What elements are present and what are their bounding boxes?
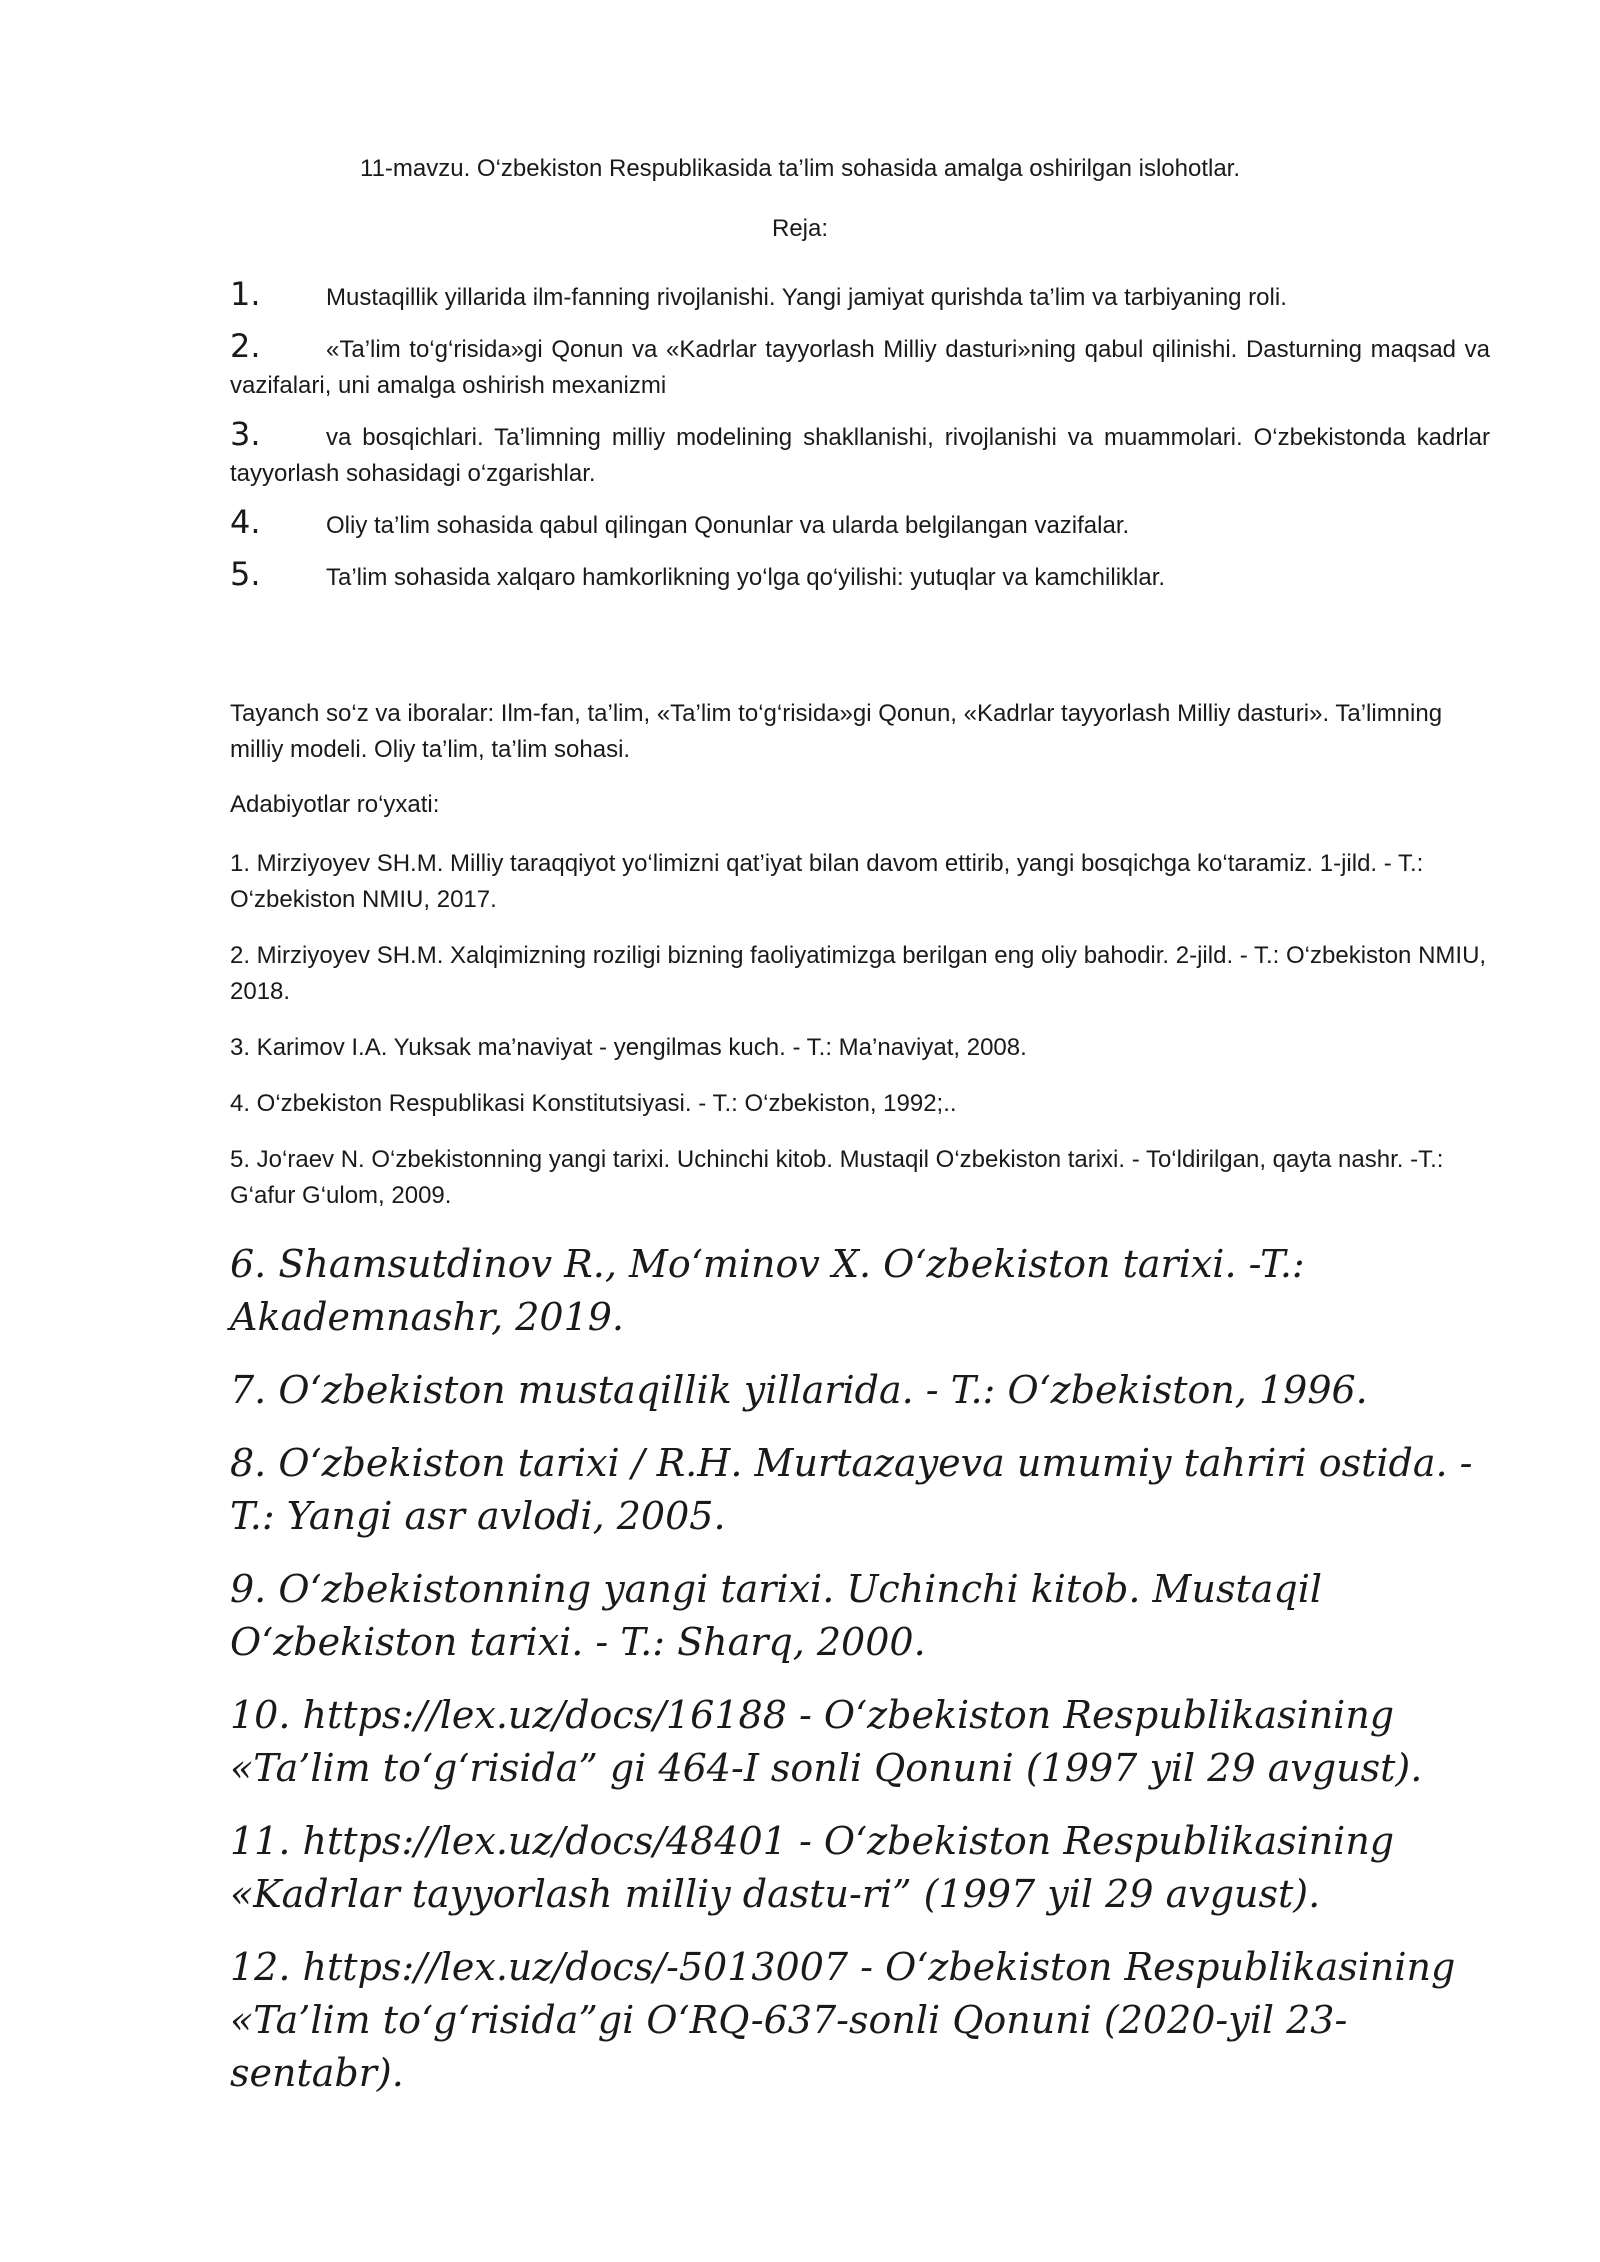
references-heading: Adabiyotlar ro‘yxati:: [230, 791, 440, 818]
keywords-paragraph: Tayanch so‘z va iboralar: Ilm-fan, ta’lim, «Ta’lim to‘g‘risida»gi Qonun, «Kadrlar tayyorlash Milliy dasturi». Ta’limning milliy modeli. Oliy ta’lim, ta’lim sohasi.: [230, 700, 1443, 763]
plan-item-text: Ta’lim sohasida xalqaro hamkorlikning yo‘lga qo‘yilishi: yutuqlar va kamchiliklar.: [326, 564, 1166, 591]
reference-item: 11. https://lex.uz/docs/48401 - O‘zbekiston Respublikasining «Kadrlar tayyorlash milliy dastu-ri” (1997 yil 29 avgust).: [230, 1819, 1395, 1916]
reference-item: 2. Mirziyoyev SH.M. Xalqimizning roziligi bizning faoliyatimizga berilgan eng oliy bahodir. 2-jild. - T.: O‘zbekiston NMIU, 2018.: [230, 942, 1487, 1005]
plan-item: [230, 416, 1490, 492]
reference-item: 1. Mirziyoyev SH.M. Milliy taraqqiyot yo‘limizni qat’iyat bilan davom ettirib, yangi bosqichga ko‘taramiz. 1-jild. - T.: O‘zbekiston NMIU, 2017.: [230, 850, 1424, 913]
references-list-regular: [230, 846, 1490, 1234]
plan-item: [230, 504, 1490, 544]
plan-item: [230, 276, 1490, 316]
plan-item-number: 4.: [230, 503, 261, 541]
reference-item: 5. Jo‘raev N. O‘zbekistonning yangi tarixi. Uchinchi kitob. Mustaqil O‘zbekiston tarixi. - To‘ldirilgan, qayta nashr. -T.: G‘afur G‘ulom, 2009.: [230, 1146, 1444, 1209]
plan-item-number: 5.: [230, 555, 261, 593]
plan-item-number: 2.: [230, 327, 261, 365]
reference-item: 9. O‘zbekistonning yangi tarixi. Uchinchi kitob. Mustaqil O‘zbekiston tarixi. - T.: Sharq, 2000.: [230, 1567, 1322, 1664]
reference-item: 6. Shamsutdinov R., Mo‘minov X. O‘zbekiston tarixi. -T.: Akademnashr, 2019.: [230, 1242, 1305, 1339]
reference-item: 4. O‘zbekiston Respublikasi Konstitutsiyasi. - T.: O‘zbekiston, 1992;..: [230, 1090, 957, 1117]
plan-item-number: 1.: [230, 275, 261, 313]
plan-list: [230, 276, 1490, 608]
plan-item-text: Oliy ta’lim sohasida qabul qilingan Qonunlar va ularda belgilangan vazifalar.: [326, 512, 1130, 539]
reference-item: 12. https://lex.uz/docs/-5013007 - O‘zbekiston Respublikasining «Ta’lim to‘g‘risida”gi O‘RQ-637-sonli Qonuni (2020-yil 23-sentabr).: [230, 1945, 1456, 2095]
plan-item-text: Mustaqillik yillarida ilm-fanning rivojlanishi. Yangi jamiyat qurishda ta’lim va tarbiyaning roli.: [326, 284, 1287, 311]
plan-item-number: 3.: [230, 415, 261, 453]
references-list-italic: [230, 1238, 1490, 2120]
reference-item: 3. Karimov I.A. Yuksak ma’naviyat - yengilmas kuch. - T.: Ma’naviyat, 2008.: [230, 1034, 1027, 1061]
plan-item: [230, 556, 1490, 596]
reference-item: 10. https://lex.uz/docs/16188 - O‘zbekiston Respublikasining «Ta’lim to‘g‘risida” gi 464-I sonli Qonuni (1997 yil 29 avgust).: [230, 1693, 1423, 1790]
plan-item-text: va bosqichlari. Ta’limning milliy modelining shakllanishi, rivojlanishi va muammolari. O‘zbekistonda kadrlar tayyorlash sohasidagi o‘zgarishlar.: [230, 424, 1490, 487]
plan-item-text: «Ta’lim to‘g‘risida»gi Qonun va «Kadrlar tayyorlash Milliy dasturi»ning qabul qilinishi. Dasturning maqsad va vazifalari, uni amalga oshirish mexanizmi: [230, 336, 1490, 399]
document-title: 11-mavzu. O‘zbekiston Respublikasida ta’lim sohasida amalga oshirilgan islohotlar.: [360, 155, 1240, 182]
plan-item: [230, 328, 1490, 404]
reference-item: 8. O‘zbekiston tarixi / R.H. Murtazayeva umumiy tahriri ostida. - T.: Yangi asr avlodi, 2005.: [230, 1441, 1473, 1538]
plan-heading: Reja:: [771, 215, 829, 242]
reference-item: 7. O‘zbekiston mustaqillik yillarida. - T.: O‘zbekiston, 1996.: [230, 1368, 1368, 1412]
